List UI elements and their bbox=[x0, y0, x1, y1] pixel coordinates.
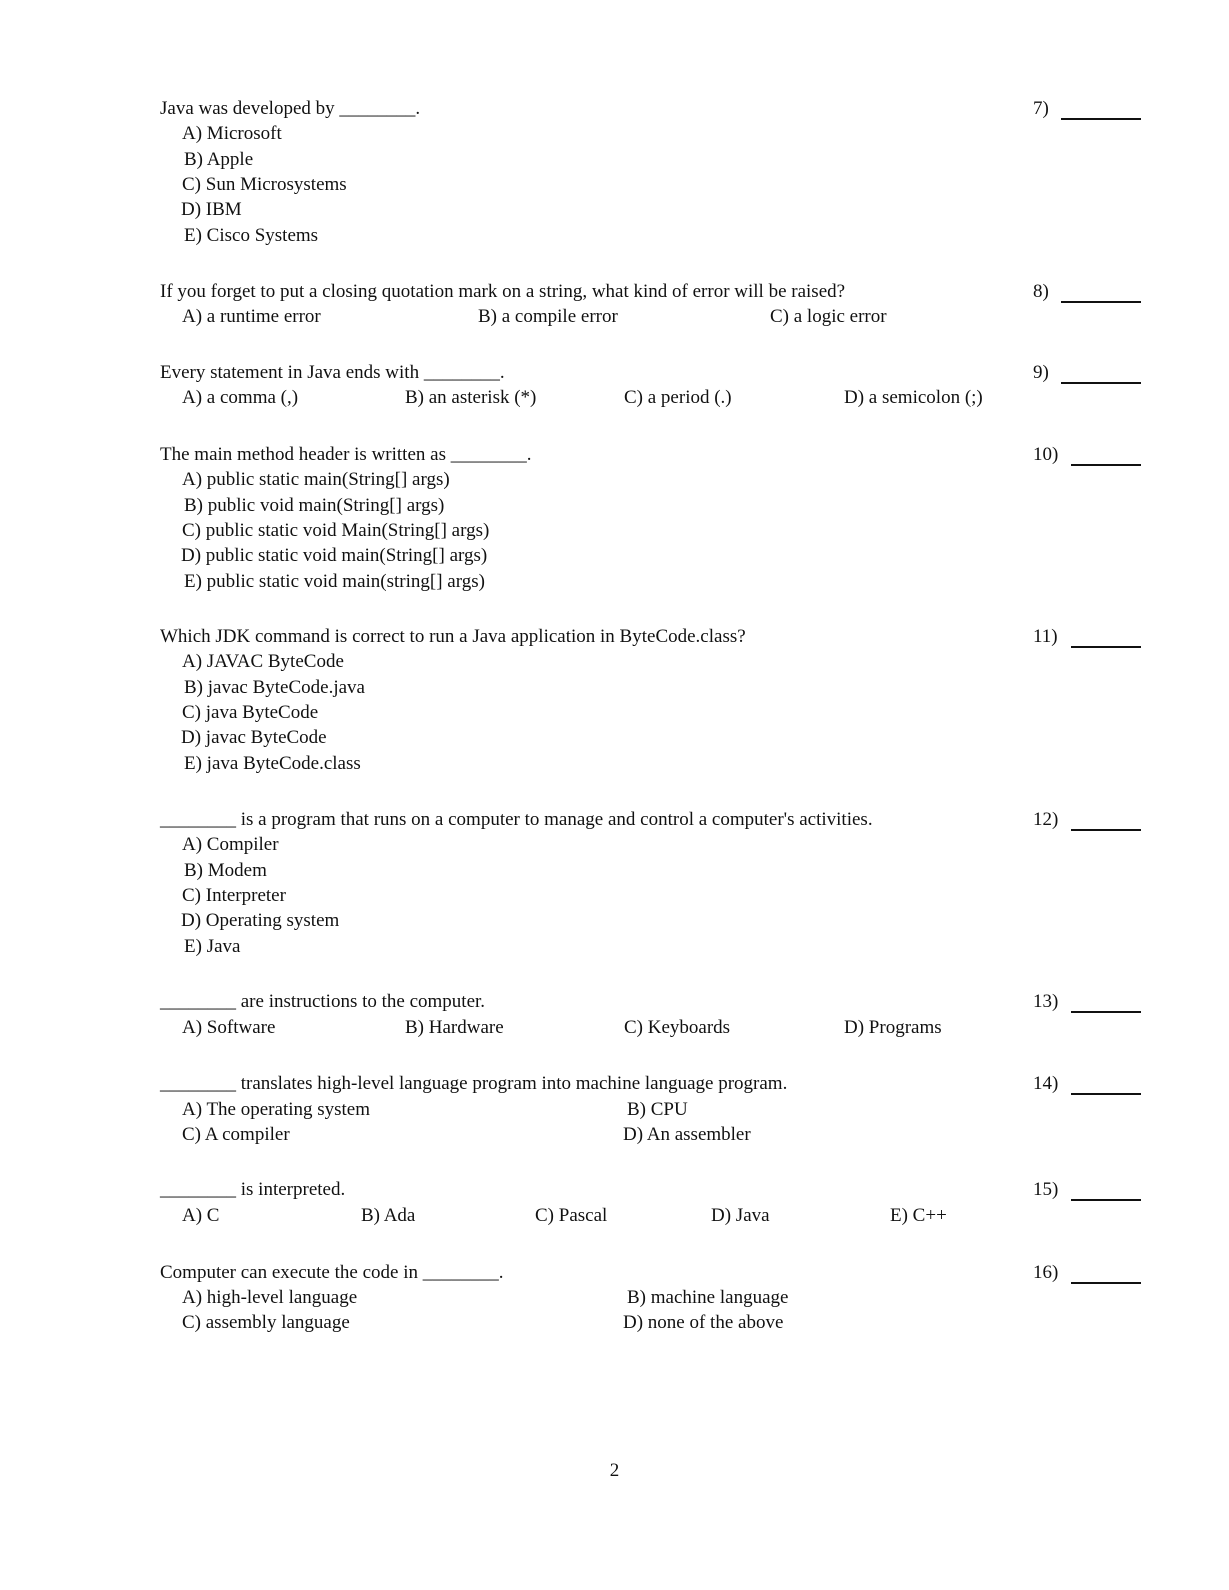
question-text: ________ are instructions to the computer. bbox=[160, 991, 486, 1012]
answer-blank[interactable] bbox=[1071, 1011, 1141, 1013]
choice-b[interactable]: B) Modem bbox=[184, 860, 267, 881]
choice-c[interactable]: C) Interpreter bbox=[182, 885, 286, 906]
answer-blank[interactable] bbox=[1071, 464, 1141, 466]
choice-d[interactable]: D) Java bbox=[711, 1205, 770, 1226]
choice-c[interactable]: C) public static void Main(String[] args) bbox=[182, 520, 490, 541]
choice-b[interactable]: B) a compile error bbox=[478, 306, 618, 327]
answer-blank[interactable] bbox=[1071, 646, 1141, 648]
answer-number: 7) bbox=[1033, 98, 1049, 119]
question-text: ________ is interpreted. bbox=[160, 1179, 346, 1200]
choice-c[interactable]: C) Pascal bbox=[535, 1205, 608, 1226]
choice-c[interactable]: C) A compiler bbox=[182, 1124, 290, 1145]
page-number: 2 bbox=[609, 1460, 620, 1481]
answer-blank[interactable] bbox=[1071, 1282, 1141, 1284]
answer-number: 10) bbox=[1033, 444, 1059, 465]
answer-blank[interactable] bbox=[1071, 1199, 1141, 1201]
choice-b[interactable]: B) machine language bbox=[627, 1287, 789, 1308]
choice-b[interactable]: B) Ada bbox=[361, 1205, 416, 1226]
question-text: ________ is a program that runs on a computer to manage and control a computer's activities. bbox=[160, 809, 873, 830]
choice-d[interactable]: D) public static void main(String[] args) bbox=[181, 545, 488, 566]
choice-d[interactable]: D) Operating system bbox=[181, 910, 340, 931]
choice-a[interactable]: A) public static main(String[] args) bbox=[182, 469, 450, 490]
choice-b[interactable]: B) CPU bbox=[627, 1099, 688, 1120]
choice-b[interactable]: B) javac ByteCode.java bbox=[184, 677, 365, 698]
choice-d[interactable]: D) javac ByteCode bbox=[181, 727, 327, 748]
choice-b[interactable]: B) Hardware bbox=[405, 1017, 504, 1038]
answer-blank[interactable] bbox=[1061, 301, 1141, 303]
answer-number: 12) bbox=[1033, 809, 1059, 830]
question-text: Java was developed by ________. bbox=[160, 98, 421, 119]
choice-c[interactable]: C) a logic error bbox=[770, 306, 887, 327]
answer-blank[interactable] bbox=[1071, 1093, 1141, 1095]
choice-d[interactable]: D) none of the above bbox=[623, 1312, 784, 1333]
choice-a[interactable]: A) JAVAC ByteCode bbox=[182, 651, 344, 672]
choice-a[interactable]: A) Microsoft bbox=[182, 123, 282, 144]
question-text: The main method header is written as ________. bbox=[160, 444, 532, 465]
answer-number: 16) bbox=[1033, 1262, 1059, 1283]
choice-e[interactable]: E) Cisco Systems bbox=[184, 225, 319, 246]
choice-c[interactable]: C) Keyboards bbox=[624, 1017, 731, 1038]
choice-d[interactable]: D) An assembler bbox=[623, 1124, 751, 1145]
answer-blank[interactable] bbox=[1071, 829, 1141, 831]
answer-blank[interactable] bbox=[1061, 118, 1141, 120]
choice-e[interactable]: E) C++ bbox=[890, 1205, 947, 1226]
choice-a[interactable]: A) a runtime error bbox=[182, 306, 321, 327]
choice-c[interactable]: C) a period (.) bbox=[624, 387, 732, 408]
answer-number: 11) bbox=[1033, 626, 1058, 647]
choice-a[interactable]: A) C bbox=[182, 1205, 220, 1226]
choice-c[interactable]: C) Sun Microsystems bbox=[182, 174, 347, 195]
choice-a[interactable]: A) high-level language bbox=[182, 1287, 358, 1308]
choice-b[interactable]: B) public void main(String[] args) bbox=[184, 495, 445, 516]
choice-a[interactable]: A) a comma (,) bbox=[182, 387, 299, 408]
choice-e[interactable]: E) java ByteCode.class bbox=[184, 753, 361, 774]
answer-blank[interactable] bbox=[1061, 382, 1141, 384]
answer-number: 13) bbox=[1033, 991, 1059, 1012]
question-text: Computer can execute the code in ________. bbox=[160, 1262, 504, 1283]
choice-d[interactable]: D) a semicolon (;) bbox=[844, 387, 983, 408]
choice-b[interactable]: B) Apple bbox=[184, 149, 254, 170]
question-text: If you forget to put a closing quotation mark on a string, what kind of error will be raised? bbox=[160, 281, 846, 302]
choice-d[interactable]: D) IBM bbox=[181, 199, 242, 220]
choice-e[interactable]: E) Java bbox=[184, 936, 241, 957]
question-text: Which JDK command is correct to run a Java application in ByteCode.class? bbox=[160, 626, 746, 647]
question-text: Every statement in Java ends with ________. bbox=[160, 362, 505, 383]
answer-number: 9) bbox=[1033, 362, 1049, 383]
question-text: ________ translates high-level language program into machine language program. bbox=[160, 1073, 788, 1094]
choice-a[interactable]: A) Software bbox=[182, 1017, 276, 1038]
answer-number: 14) bbox=[1033, 1073, 1059, 1094]
choice-d[interactable]: D) Programs bbox=[844, 1017, 942, 1038]
choice-e[interactable]: E) public static void main(string[] args) bbox=[184, 571, 485, 592]
choice-a[interactable]: A) Compiler bbox=[182, 834, 279, 855]
choice-b[interactable]: B) an asterisk (*) bbox=[405, 387, 537, 408]
choice-c[interactable]: C) java ByteCode bbox=[182, 702, 319, 723]
answer-number: 15) bbox=[1033, 1179, 1059, 1200]
choice-c[interactable]: C) assembly language bbox=[182, 1312, 350, 1333]
answer-number: 8) bbox=[1033, 281, 1049, 302]
choice-a[interactable]: A) The operating system bbox=[182, 1099, 371, 1120]
